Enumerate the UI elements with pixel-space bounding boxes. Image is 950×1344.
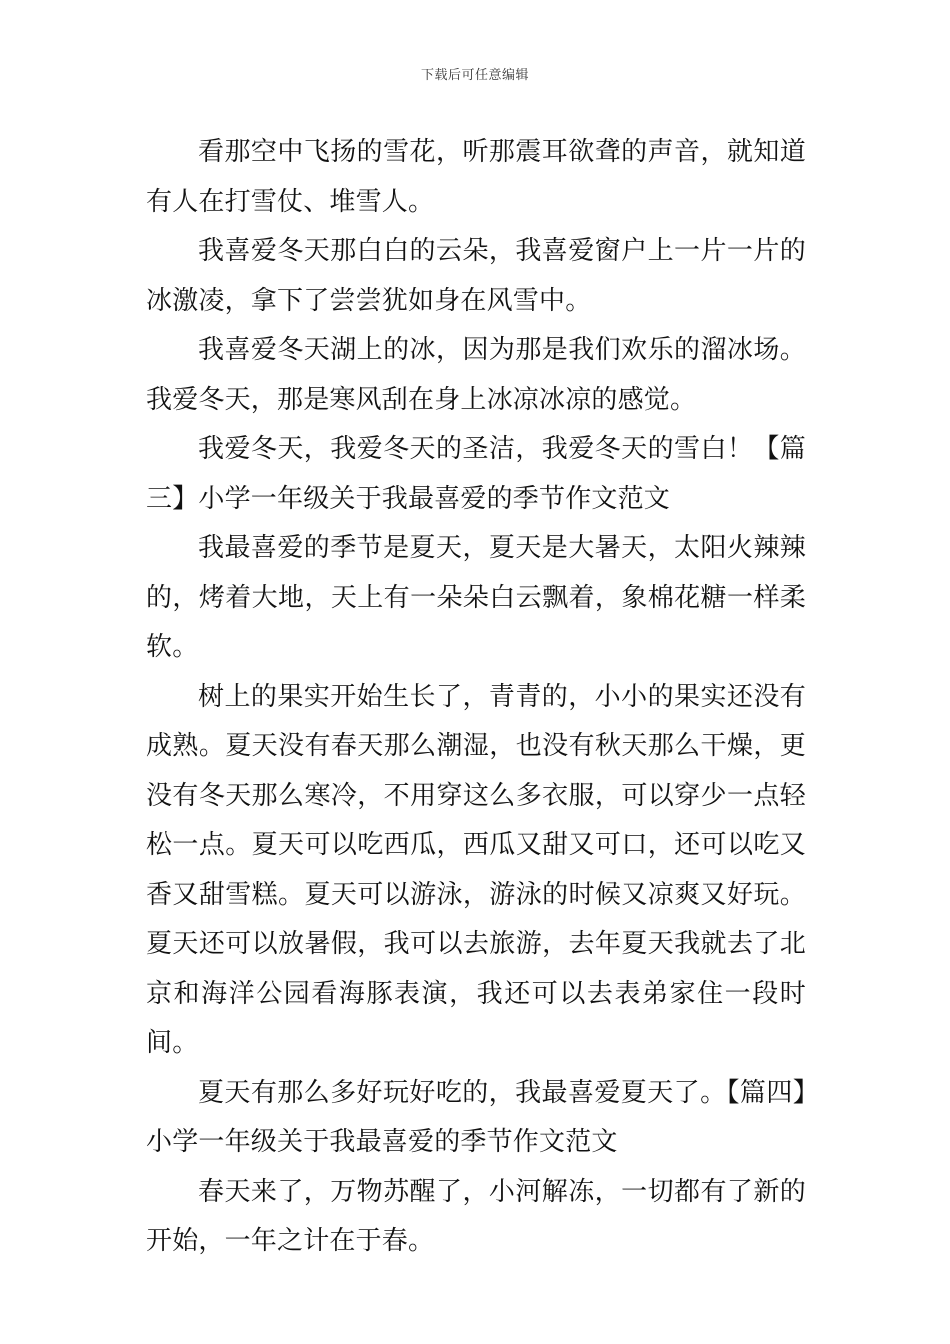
paragraph-6: 树上的果实开始生长了，青青的，小小的果实还没有成熟。夏天没有春天那么潮湿，也没有秋天那么干燥，更没有冬天那么寒冷，不用穿这么多衣服，可以穿少一点轻松一点。夏天可以吃西瓜，西瓜又甜又可口，还可以吃又香又甜雪糕。夏天可以游泳，游泳的时候又凉爽又好玩。夏天还可以放暑假，我可以去旅游，去年夏天我就去了北京和海洋公园看海豚表演，我还可以去表弟家住一段时间。 <box>146 681 806 1058</box>
page-header: 下载后可任意编辑 <box>420 68 529 83</box>
paragraph-1: 看那空中飞扬的雪花，听那震耳欲聋的声音，就知道有人在打雪仗、堆雪人。 <box>146 137 806 217</box>
paragraph-3: 我喜爱冬天湖上的冰，因为那是我们欢乐的溜冰场。我爱冬天，那是寒风刮在身上冰凉冰凉的感觉。 <box>146 335 806 415</box>
paragraph-7: 夏天有那么多好玩好吃的，我最喜爱夏天了。【篇四】小学一年级关于我最喜爱的季节作文范文 <box>146 1077 806 1157</box>
paragraph-2: 我喜爱冬天那白白的云朵，我喜爱窗户上一片一片的冰激凌，拿下了尝尝犹如身在风雪中。 <box>146 236 806 316</box>
paragraph-4: 我爱冬天，我爱冬天的圣洁，我爱冬天的雪白！【篇三】小学一年级关于我最喜爱的季节作文范文 <box>146 434 806 514</box>
essay-body <box>146 128 806 1267</box>
paragraph-8: 春天来了，万物苏醒了，小河解冻，一切都有了新的开始，一年之计在于春。 <box>146 1176 806 1256</box>
paragraph-5: 我最喜爱的季节是夏天，夏天是大暑天，太阳火辣辣的，烤着大地，天上有一朵朵白云飘着，象棉花糖一样柔软。 <box>146 533 806 662</box>
